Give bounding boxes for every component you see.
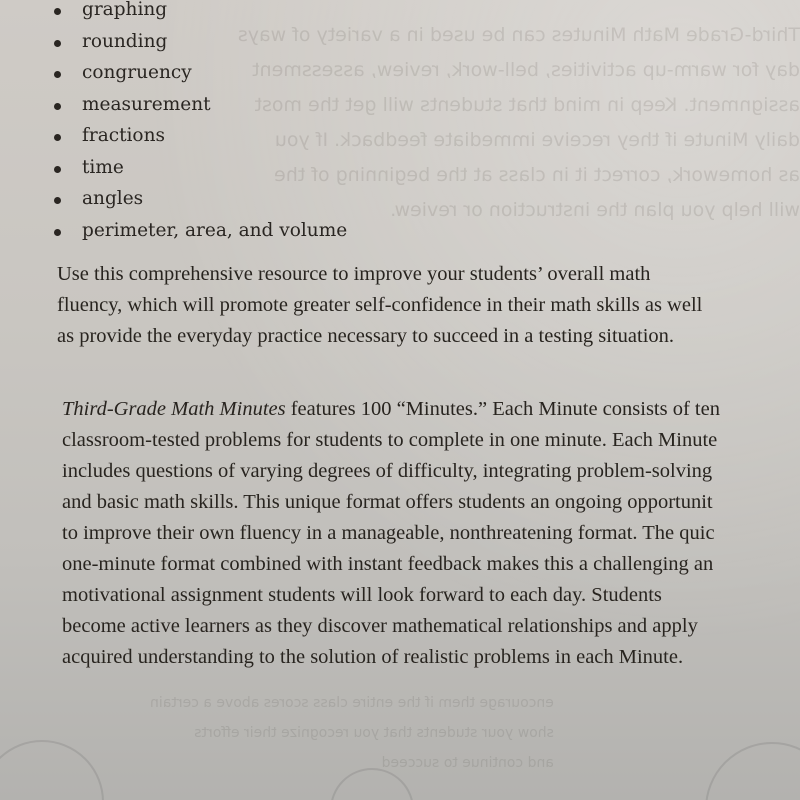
topic-label: measurement — [82, 93, 211, 115]
bullet-icon — [54, 8, 61, 15]
topic-item — [52, 152, 347, 184]
bullet-icon — [54, 197, 61, 204]
topic-label: time — [82, 156, 124, 178]
paragraph-line: one-minute format combined with instant feedback makes this a challenging an — [62, 553, 714, 575]
topic-item — [52, 89, 347, 121]
paragraph-line: motivational assignment students will look forward to each day. Students — [62, 584, 662, 606]
features-paragraph — [62, 394, 720, 673]
bullet-icon — [54, 166, 61, 173]
topic-item — [52, 26, 347, 58]
paragraph-line: and basic math skills. This unique format offers students an ongoing opportunit — [62, 491, 713, 513]
topic-item — [52, 183, 347, 215]
paragraph-line: fluency, which will promote greater self-confidence in their math skills as well — [57, 294, 703, 316]
paragraph-line: to improve their own fluency in a manageable, nonthreatening format. The quic — [62, 522, 715, 544]
paragraph-line: Use this comprehensive resource to improve your students’ overall math — [57, 263, 651, 285]
paragraph-line: acquired understanding to the solution of realistic problems in each Minute. — [62, 646, 684, 668]
paragraph-line-rest: features 100 “Minutes.” Each Minute consists of ten — [285, 398, 720, 420]
bullet-icon — [54, 229, 61, 236]
topic-item — [52, 215, 347, 247]
topic-item — [52, 57, 347, 89]
topic-label: rounding — [82, 30, 168, 52]
bullet-icon — [54, 103, 61, 110]
paragraph-line: as provide the everyday practice necessary to succeed in a testing situation. — [57, 325, 675, 347]
paragraph-line: classroom-tested problems for students to complete in one minute. Each Minute — [62, 429, 718, 451]
topic-label: fractions — [82, 125, 165, 146]
reverse-page-bleed-through: Third-Grade Math Minutes can be used in a variety of ways day for warm-up activities, bell-work, review, assessment assignment. Keep in mind that students will get the most daily Minute if they receive immediate feedback. If you as homework, correct it in class at the beginning of the will help you plan the instruction or review. — [237, 24, 800, 221]
topic-item — [52, 0, 347, 26]
topic-label: perimeter, area, and volume — [82, 219, 348, 241]
bullet-icon — [54, 134, 61, 141]
topic-label: angles — [82, 188, 144, 209]
paragraph-line: includes questions of varying degrees of difficulty, integrating problem-solving — [62, 460, 713, 482]
paragraph-line — [62, 394, 720, 425]
bullet-icon — [54, 71, 61, 78]
intro-paragraph — [57, 259, 702, 352]
topic-list — [52, 0, 347, 246]
book-title: Third-Grade Math Minutes — [62, 398, 286, 420]
topic-label: congruency — [82, 62, 192, 83]
paragraph-line: become active learners as they discover mathematical relationships and apply — [62, 615, 698, 637]
topic-item — [52, 120, 347, 152]
bullet-icon — [54, 40, 61, 47]
topic-label: graphing — [82, 0, 168, 20]
reverse-page-bleed-through-bottom: encourage them if the entire class scores above a certain show your students that you recognize their efforts and continue to succeed — [150, 695, 554, 771]
